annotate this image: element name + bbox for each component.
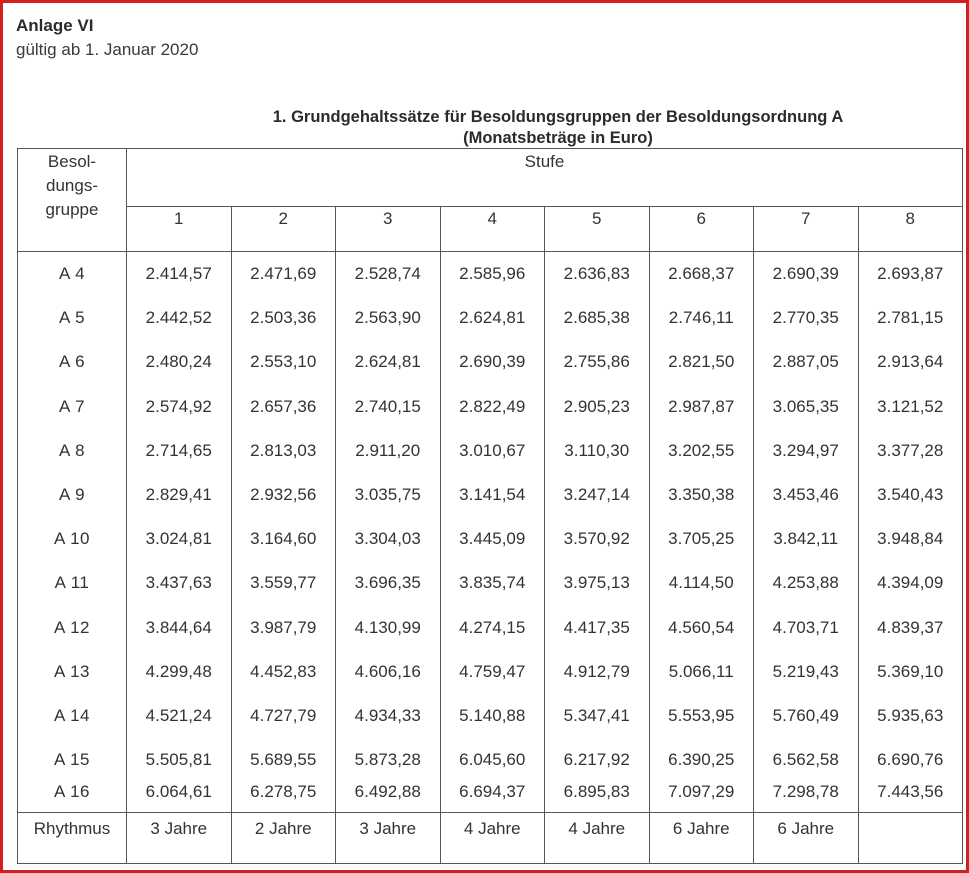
anlage-label: Anlage VI xyxy=(16,16,94,35)
salary-cell: 7.298,78 xyxy=(754,782,859,813)
salary-cell: 3.247,14 xyxy=(545,473,650,517)
besoldungsgruppe-cell: A 16 xyxy=(18,782,127,813)
besoldungsgruppe-cell: A 12 xyxy=(18,606,127,650)
salary-cell: 5.066,11 xyxy=(649,650,754,694)
salary-cell: 3.121,52 xyxy=(858,385,963,429)
salary-cell: 2.636,83 xyxy=(545,252,650,297)
salary-cell: 6.045,60 xyxy=(440,738,545,782)
table-header xyxy=(18,149,963,252)
rhythmus-cell xyxy=(858,813,963,864)
table-title xyxy=(163,107,953,149)
salary-cell: 2.668,37 xyxy=(649,252,754,297)
table-row xyxy=(18,738,963,782)
salary-cell: 4.299,48 xyxy=(127,650,232,694)
salary-cell: 4.417,35 xyxy=(545,606,650,650)
salary-cell: 6.278,75 xyxy=(231,782,336,813)
salary-cell: 4.253,88 xyxy=(754,561,859,605)
salary-cell: 2.913,64 xyxy=(858,340,963,384)
salary-cell: 4.521,24 xyxy=(127,694,232,738)
salary-cell: 2.746,11 xyxy=(649,296,754,340)
salary-cell: 4.114,50 xyxy=(649,561,754,605)
salary-table xyxy=(17,148,963,864)
salary-cell: 6.390,25 xyxy=(649,738,754,782)
salary-cell: 3.437,63 xyxy=(127,561,232,605)
rhythmus-cell: 6 Jahre xyxy=(754,813,859,864)
salary-cell: 5.553,95 xyxy=(649,694,754,738)
salary-cell: 6.217,92 xyxy=(545,738,650,782)
salary-cell: 6.492,88 xyxy=(336,782,441,813)
besol-header-line-1: Besol- xyxy=(47,152,97,171)
salary-cell: 2.829,41 xyxy=(127,473,232,517)
stufe-7-header: 7 xyxy=(754,207,859,252)
salary-cell: 2.987,87 xyxy=(649,385,754,429)
salary-cell: 2.685,38 xyxy=(545,296,650,340)
table-row xyxy=(18,473,963,517)
validity-date: gültig ab 1. Januar 2020 xyxy=(16,40,199,59)
salary-cell: 6.064,61 xyxy=(127,782,232,813)
salary-cell: 3.453,46 xyxy=(754,473,859,517)
salary-cell: 4.912,79 xyxy=(545,650,650,694)
title-line-2: (Monatsbeträge in Euro) xyxy=(463,129,653,147)
table-row xyxy=(18,340,963,384)
salary-cell: 5.760,49 xyxy=(754,694,859,738)
besoldungsgruppe-cell: A 4 xyxy=(18,252,127,297)
salary-cell: 3.110,30 xyxy=(545,429,650,473)
salary-cell: 4.839,37 xyxy=(858,606,963,650)
table-row xyxy=(18,561,963,605)
rhythmus-label: Rhythmus xyxy=(18,813,127,864)
table-row xyxy=(18,694,963,738)
besoldungsgruppe-cell: A 15 xyxy=(18,738,127,782)
salary-cell: 3.948,84 xyxy=(858,517,963,561)
salary-cell: 2.574,92 xyxy=(127,385,232,429)
rhythmus-cell: 4 Jahre xyxy=(440,813,545,864)
besoldungsgruppe-cell: A 14 xyxy=(18,694,127,738)
salary-cell: 7.443,56 xyxy=(858,782,963,813)
table-row xyxy=(18,296,963,340)
salary-cell: 3.835,74 xyxy=(440,561,545,605)
stufe-2-header: 2 xyxy=(231,207,336,252)
stufe-header: Stufe xyxy=(127,149,963,207)
salary-cell: 2.414,57 xyxy=(127,252,232,297)
salary-cell: 3.696,35 xyxy=(336,561,441,605)
stufen-row xyxy=(18,207,963,252)
table-row xyxy=(18,782,963,813)
title-line-1: 1. Grundgehaltssätze für Besoldungsgruppen der Besoldungsordnung A xyxy=(272,108,844,126)
rhythmus-cell: 2 Jahre xyxy=(231,813,336,864)
rhythmus-row xyxy=(18,813,963,864)
besoldungsgruppe-cell: A 9 xyxy=(18,473,127,517)
besoldungsgruppe-cell: A 13 xyxy=(18,650,127,694)
salary-cell: 4.274,15 xyxy=(440,606,545,650)
salary-cell: 3.141,54 xyxy=(440,473,545,517)
table-row xyxy=(18,517,963,561)
stufe-8-header: 8 xyxy=(858,207,963,252)
besoldungsgruppe-header xyxy=(18,149,127,252)
salary-cell: 3.035,75 xyxy=(336,473,441,517)
salary-cell: 3.065,35 xyxy=(754,385,859,429)
besoldungsgruppe-cell: A 7 xyxy=(18,385,127,429)
salary-cell: 2.821,50 xyxy=(649,340,754,384)
salary-cell: 2.822,49 xyxy=(440,385,545,429)
salary-cell: 2.911,20 xyxy=(336,429,441,473)
salary-cell: 2.471,69 xyxy=(231,252,336,297)
salary-cell: 3.842,11 xyxy=(754,517,859,561)
salary-cell: 7.097,29 xyxy=(649,782,754,813)
salary-cell: 6.895,83 xyxy=(545,782,650,813)
salary-cell: 3.164,60 xyxy=(231,517,336,561)
salary-cell: 2.693,87 xyxy=(858,252,963,297)
salary-cell: 4.130,99 xyxy=(336,606,441,650)
salary-cell: 5.219,43 xyxy=(754,650,859,694)
stufe-3-header: 3 xyxy=(336,207,441,252)
salary-cell: 5.873,28 xyxy=(336,738,441,782)
salary-cell: 2.442,52 xyxy=(127,296,232,340)
salary-cell: 4.560,54 xyxy=(649,606,754,650)
salary-cell: 2.770,35 xyxy=(754,296,859,340)
salary-cell: 3.024,81 xyxy=(127,517,232,561)
besoldungsgruppe-cell: A 8 xyxy=(18,429,127,473)
salary-cell: 2.690,39 xyxy=(754,252,859,297)
salary-cell: 2.528,74 xyxy=(336,252,441,297)
salary-cell: 5.689,55 xyxy=(231,738,336,782)
salary-cell: 3.540,43 xyxy=(858,473,963,517)
table-row xyxy=(18,252,963,297)
salary-cell: 2.503,36 xyxy=(231,296,336,340)
salary-cell: 2.553,10 xyxy=(231,340,336,384)
salary-cell: 4.727,79 xyxy=(231,694,336,738)
salary-cell: 3.294,97 xyxy=(754,429,859,473)
salary-cell: 2.657,36 xyxy=(231,385,336,429)
salary-cell: 2.585,96 xyxy=(440,252,545,297)
salary-cell: 6.562,58 xyxy=(754,738,859,782)
salary-cell: 4.934,33 xyxy=(336,694,441,738)
besoldungsgruppe-cell: A 5 xyxy=(18,296,127,340)
salary-cell: 5.369,10 xyxy=(858,650,963,694)
table-body xyxy=(18,252,963,813)
salary-cell: 3.202,55 xyxy=(649,429,754,473)
salary-cell: 2.714,65 xyxy=(127,429,232,473)
salary-cell: 2.755,86 xyxy=(545,340,650,384)
rhythmus-cell: 3 Jahre xyxy=(127,813,232,864)
table-row xyxy=(18,650,963,694)
salary-cell: 3.350,38 xyxy=(649,473,754,517)
salary-cell: 2.781,15 xyxy=(858,296,963,340)
salary-cell: 5.505,81 xyxy=(127,738,232,782)
salary-cell: 3.705,25 xyxy=(649,517,754,561)
rhythmus-cell: 4 Jahre xyxy=(545,813,650,864)
salary-cell: 6.694,37 xyxy=(440,782,545,813)
salary-cell: 2.480,24 xyxy=(127,340,232,384)
salary-cell: 4.759,47 xyxy=(440,650,545,694)
besoldungsgruppe-cell: A 11 xyxy=(18,561,127,605)
salary-cell: 2.905,23 xyxy=(545,385,650,429)
table-row xyxy=(18,429,963,473)
salary-cell: 3.570,92 xyxy=(545,517,650,561)
besoldungsgruppe-cell: A 10 xyxy=(18,517,127,561)
salary-cell: 2.624,81 xyxy=(440,296,545,340)
salary-cell: 2.690,39 xyxy=(440,340,545,384)
stufe-1-header: 1 xyxy=(127,207,232,252)
salary-cell: 3.559,77 xyxy=(231,561,336,605)
besoldungsgruppe-cell: A 6 xyxy=(18,340,127,384)
salary-cell: 4.452,83 xyxy=(231,650,336,694)
salary-cell: 2.887,05 xyxy=(754,340,859,384)
salary-cell: 3.445,09 xyxy=(440,517,545,561)
besol-header-line-2: dungs- xyxy=(46,176,98,195)
salary-cell: 5.347,41 xyxy=(545,694,650,738)
rhythmus-cell: 3 Jahre xyxy=(336,813,441,864)
stufe-6-header: 6 xyxy=(649,207,754,252)
salary-cell: 3.010,67 xyxy=(440,429,545,473)
salary-cell: 3.304,03 xyxy=(336,517,441,561)
salary-cell: 5.935,63 xyxy=(858,694,963,738)
salary-cell: 2.563,90 xyxy=(336,296,441,340)
salary-cell: 2.624,81 xyxy=(336,340,441,384)
salary-cell: 2.813,03 xyxy=(231,429,336,473)
table-row xyxy=(18,606,963,650)
salary-cell: 4.703,71 xyxy=(754,606,859,650)
salary-cell: 2.932,56 xyxy=(231,473,336,517)
salary-cell: 3.975,13 xyxy=(545,561,650,605)
table-row xyxy=(18,385,963,429)
salary-cell: 3.844,64 xyxy=(127,606,232,650)
salary-cell: 5.140,88 xyxy=(440,694,545,738)
stufe-5-header: 5 xyxy=(545,207,650,252)
salary-cell: 6.690,76 xyxy=(858,738,963,782)
salary-cell: 2.740,15 xyxy=(336,385,441,429)
salary-cell: 3.377,28 xyxy=(858,429,963,473)
besol-header-line-3: gruppe xyxy=(45,200,99,219)
stufe-4-header: 4 xyxy=(440,207,545,252)
salary-cell: 4.394,09 xyxy=(858,561,963,605)
salary-cell: 3.987,79 xyxy=(231,606,336,650)
rhythmus-cell: 6 Jahre xyxy=(649,813,754,864)
salary-cell: 4.606,16 xyxy=(336,650,441,694)
